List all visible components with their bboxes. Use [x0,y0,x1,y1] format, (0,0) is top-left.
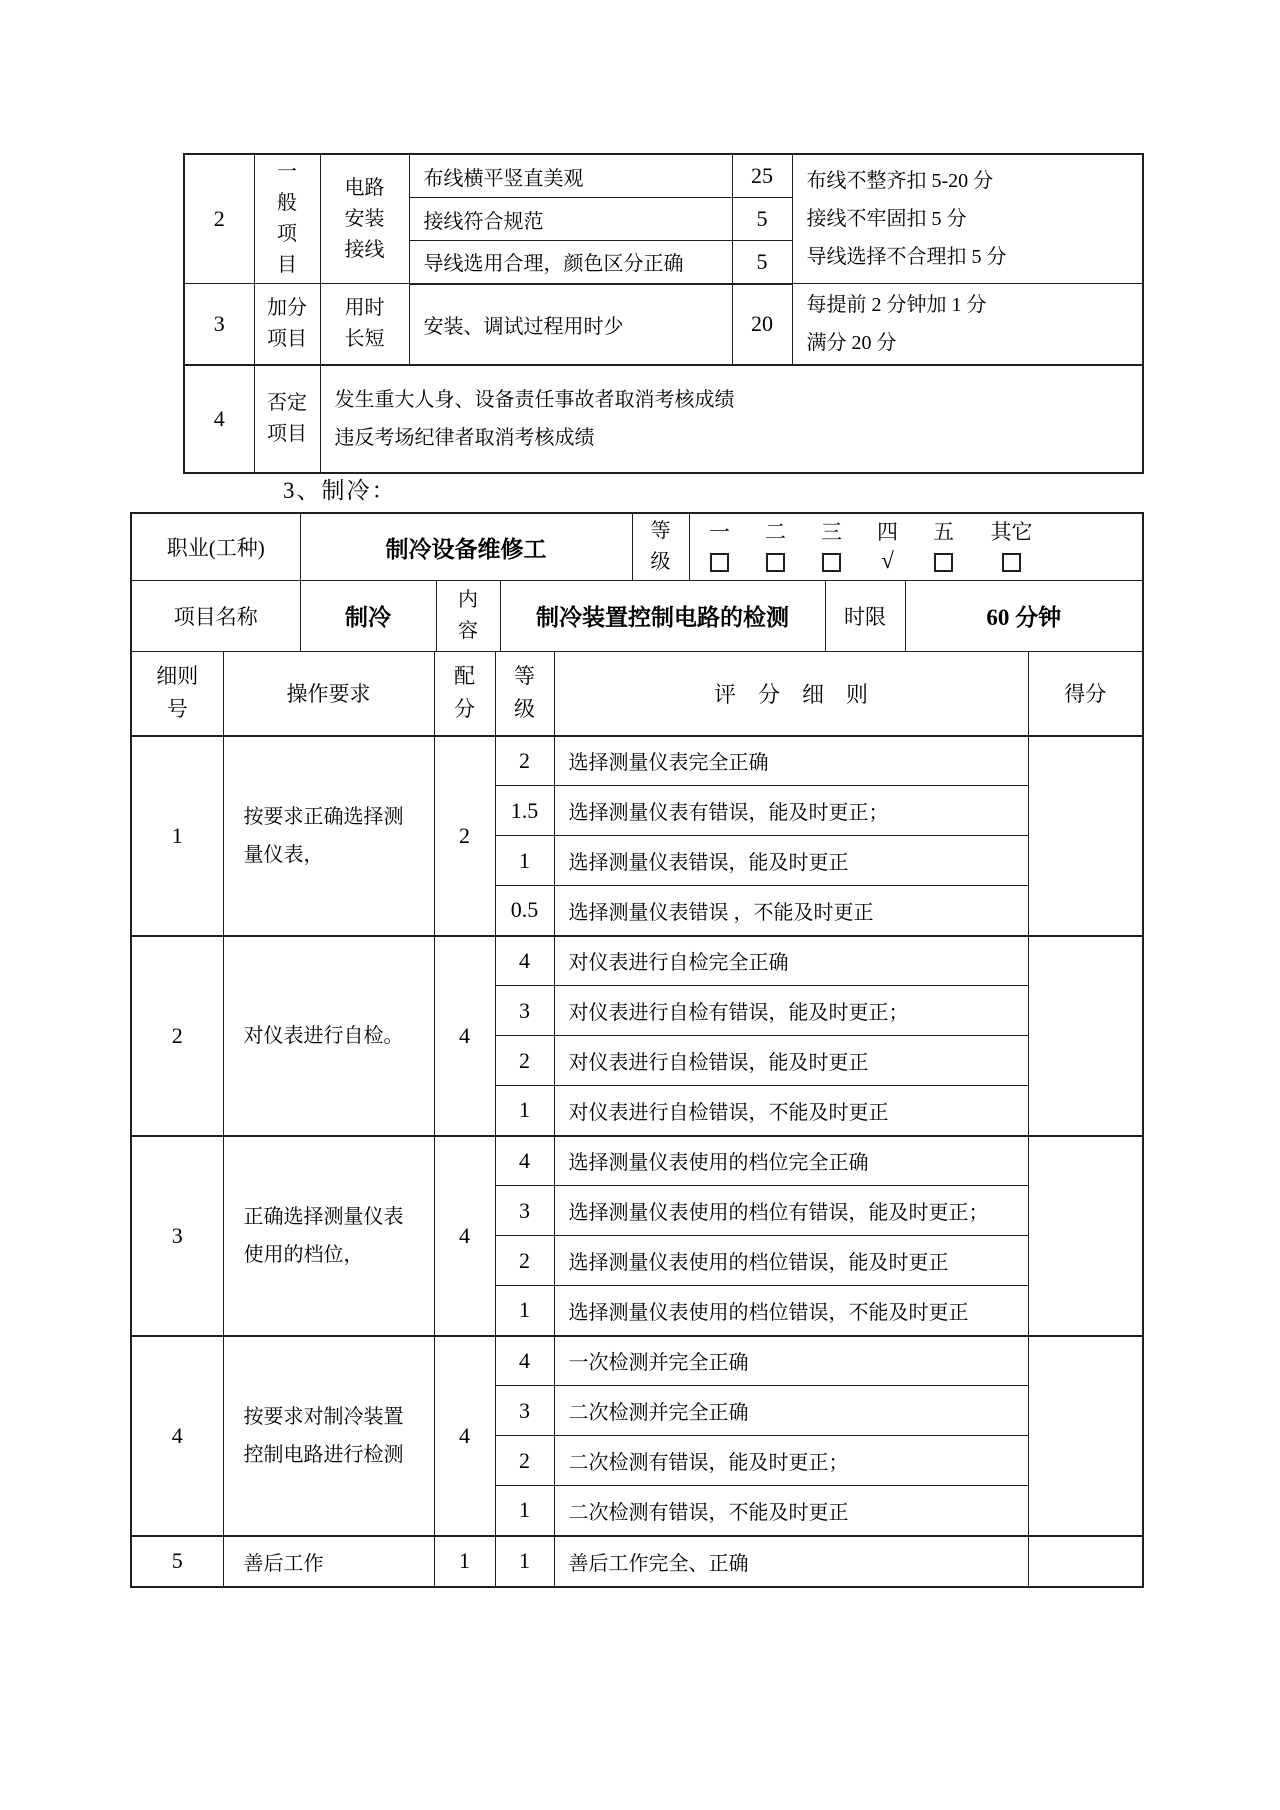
grade-level: 4 [495,1136,554,1186]
occupation-value: 制冷设备维修工 [300,514,632,581]
veto-line: 发生重大人身、设备责任事故者取消考核成绩 [334,389,735,411]
grade-level: 1.5 [495,786,554,836]
grade-options-strip [690,520,1143,573]
table-row [185,155,1142,198]
score-allocation: 2 [434,736,495,936]
header-allocation-label: 配分 [454,664,475,721]
table-row [185,365,1142,472]
grade-level: 1 [495,1486,554,1536]
grade-checkbox-5[interactable] [934,553,953,572]
item-category-label: 一般项目 [277,161,297,276]
grade-level: 4 [495,936,554,986]
score-value: 5 [732,198,792,241]
deduction-rules [792,155,1142,284]
veto-statement [320,365,1142,472]
scoring-criteria: 对仪表进行自检有错误，能及时更正； [554,986,1028,1036]
header-criteria: 评 分 细 则 [554,652,1028,736]
scoring-criteria: 选择测量仪表完全正确 [554,736,1028,786]
grade-level: 2 [495,736,554,786]
grade-options-cell [689,514,1142,581]
item-category [254,365,320,472]
requirement-text: 导线选用合理，颜色区分正确 [409,241,732,284]
item-subcategory [320,155,409,284]
grade-option-5[interactable] [924,520,964,571]
score-allocation: 4 [434,936,495,1136]
item-subcategory [320,284,409,366]
score-allocation: 4 [434,1336,495,1536]
operation-requirement: 正确选择测量仪表使用的档位， [223,1136,434,1336]
bonus-rules [792,284,1142,366]
operation-requirement: 善后工作 [223,1536,434,1586]
scoring-detail-grid [132,652,1142,1586]
time-value: 60 分钟 [905,581,1142,651]
header-no [132,652,223,736]
deduction-line: 接线不牢固扣 5 分 [806,208,967,230]
header-allocation [434,652,495,736]
content-label-cell [436,581,500,651]
grade-level: 1 [495,1536,554,1586]
detail-no: 2 [132,936,223,1136]
grade-checkbox-3[interactable] [822,553,841,572]
project-value: 制冷 [300,581,436,651]
table-row [132,514,1142,581]
header-operation: 操作要求 [223,652,434,736]
occupation-label: 职业(工种) [132,514,300,581]
item-row [132,1536,1142,1586]
grade-checkbox-2[interactable] [766,553,785,572]
scoring-criteria: 二次检测有错误，能及时更正； [554,1436,1028,1486]
requirement-text: 接线符合规范 [409,198,732,241]
section-heading: 3、制冷： [283,478,397,503]
general-items-table [183,153,1144,474]
scoring-criteria: 选择测量仪表使用的档位完全正确 [554,1136,1028,1186]
project-row [132,581,1142,652]
scoring-criteria: 对仪表进行自检错误，不能及时更正 [554,1086,1028,1136]
scoring-criteria: 选择测量仪表使用的档位错误，能及时更正 [554,1236,1028,1286]
occupation-row [132,514,1142,581]
detail-no: 3 [132,1136,223,1336]
score-allocation: 4 [434,1136,495,1336]
check-mark: √ [881,547,894,573]
scoring-criteria: 选择测量仪表使用的档位有错误，能及时更正； [554,1186,1028,1236]
grade-option-3-label: 三 [821,520,842,545]
score-obtained-cell [1028,1136,1142,1336]
item-category [254,155,320,284]
grade-option-3[interactable] [812,520,852,571]
scoring-criteria: 选择测量仪表错误，能及时更正 [554,836,1028,886]
grade-level: 1 [495,1086,554,1136]
grade-checkbox-1[interactable] [710,553,729,572]
score-obtained-cell [1028,936,1142,1136]
bonus-line: 满分 20 分 [806,332,897,354]
header-no-label: 细则号 [156,664,199,721]
bonus-line: 每提前 2 分钟加 1 分 [806,294,987,316]
item-no: 2 [185,155,254,284]
requirement-text: 安装、调试过程用时少 [409,284,732,366]
grade-option-2-label: 二 [765,520,786,545]
item-row [132,1336,1142,1386]
score-allocation: 1 [434,1536,495,1586]
scoring-criteria: 对仪表进行自检错误，能及时更正 [554,1036,1028,1086]
grade-option-4[interactable] [868,520,908,573]
grade-level: 1 [495,1286,554,1336]
grade-option-2[interactable] [756,520,796,571]
detail-no: 1 [132,736,223,936]
score-obtained-cell [1028,736,1142,936]
grade-option-5-label: 五 [933,520,954,545]
table-row [185,284,1142,366]
operation-requirement: 对仪表进行自检。 [223,936,434,1136]
header-level-label: 等级 [514,664,535,721]
item-subcategory-label: 电路安装接线 [344,176,385,261]
grade-option-1[interactable] [700,520,740,571]
grade-option-4-label: 四 [877,520,898,545]
scoring-criteria: 选择测量仪表错误 ，不能及时更正 [554,886,1028,936]
deduction-line: 布线不整齐扣 5-20 分 [806,170,994,192]
operation-requirement: 按要求正确选择测量仪表， [223,736,434,936]
requirement-text: 布线横平竖直美观 [409,155,732,198]
scoring-criteria: 二次检测有错误，不能及时更正 [554,1486,1028,1536]
veto-line: 违反考场纪律者取消考核成绩 [334,427,595,449]
score-obtained-cell [1028,1336,1142,1536]
grade-level: 3 [495,1386,554,1436]
item-category [254,284,320,366]
header-level [495,652,554,736]
item-row [132,1136,1142,1186]
deduction-line: 导线选择不合理扣 5 分 [806,246,1007,268]
scoring-criteria: 善后工作完全、正确 [554,1536,1028,1586]
project-label: 项目名称 [132,581,300,651]
grade-option-6-label: 其它 [990,520,1033,545]
content-value: 制冷装置控制电路的检测 [500,581,825,651]
grade-level: 2 [495,1036,554,1086]
detail-no: 5 [132,1536,223,1586]
grade-level: 3 [495,986,554,1036]
item-category-label: 否定项目 [267,392,307,445]
grade-option-6[interactable] [980,520,1044,571]
item-row [132,736,1142,786]
grade-level: 2 [495,1436,554,1486]
grade-level: 3 [495,1186,554,1236]
item-row [132,936,1142,986]
general-items-table-grid [185,155,1142,472]
grade-label-cell [632,514,689,581]
operation-requirement: 按要求对制冷装置控制电路进行检测 [223,1336,434,1536]
grade-label: 等级 [650,520,671,573]
scoring-criteria: 二次检测并完全正确 [554,1386,1028,1436]
scoring-criteria: 选择测量仪表有错误，能及时更正； [554,786,1028,836]
scoring-criteria: 一次检测并完全正确 [554,1336,1028,1386]
detail-no: 4 [132,1336,223,1536]
scoring-criteria: 选择测量仪表使用的档位错误，不能及时更正 [554,1286,1028,1336]
score-value: 5 [732,241,792,284]
header-row [132,652,1142,736]
header-obtained: 得分 [1028,652,1142,736]
item-no: 4 [185,365,254,472]
time-label: 时限 [825,581,905,651]
table-row [132,581,1142,651]
grade-level: 0.5 [495,886,554,936]
grade-level: 1 [495,836,554,886]
score-obtained-cell [1028,1536,1142,1586]
item-category-label: 加分项目 [267,297,307,350]
refrigeration-scoring-table [130,512,1144,1588]
content-label: 内容 [458,588,478,642]
scoring-criteria: 对仪表进行自检完全正确 [554,936,1028,986]
grade-level: 2 [495,1236,554,1286]
item-no: 3 [185,284,254,366]
score-value: 25 [732,155,792,198]
score-value: 20 [732,284,792,366]
item-subcategory-label: 用时长短 [344,297,385,350]
grade-checkbox-6[interactable] [1002,553,1021,572]
grade-option-1-label: 一 [709,520,730,545]
grade-level: 4 [495,1336,554,1386]
